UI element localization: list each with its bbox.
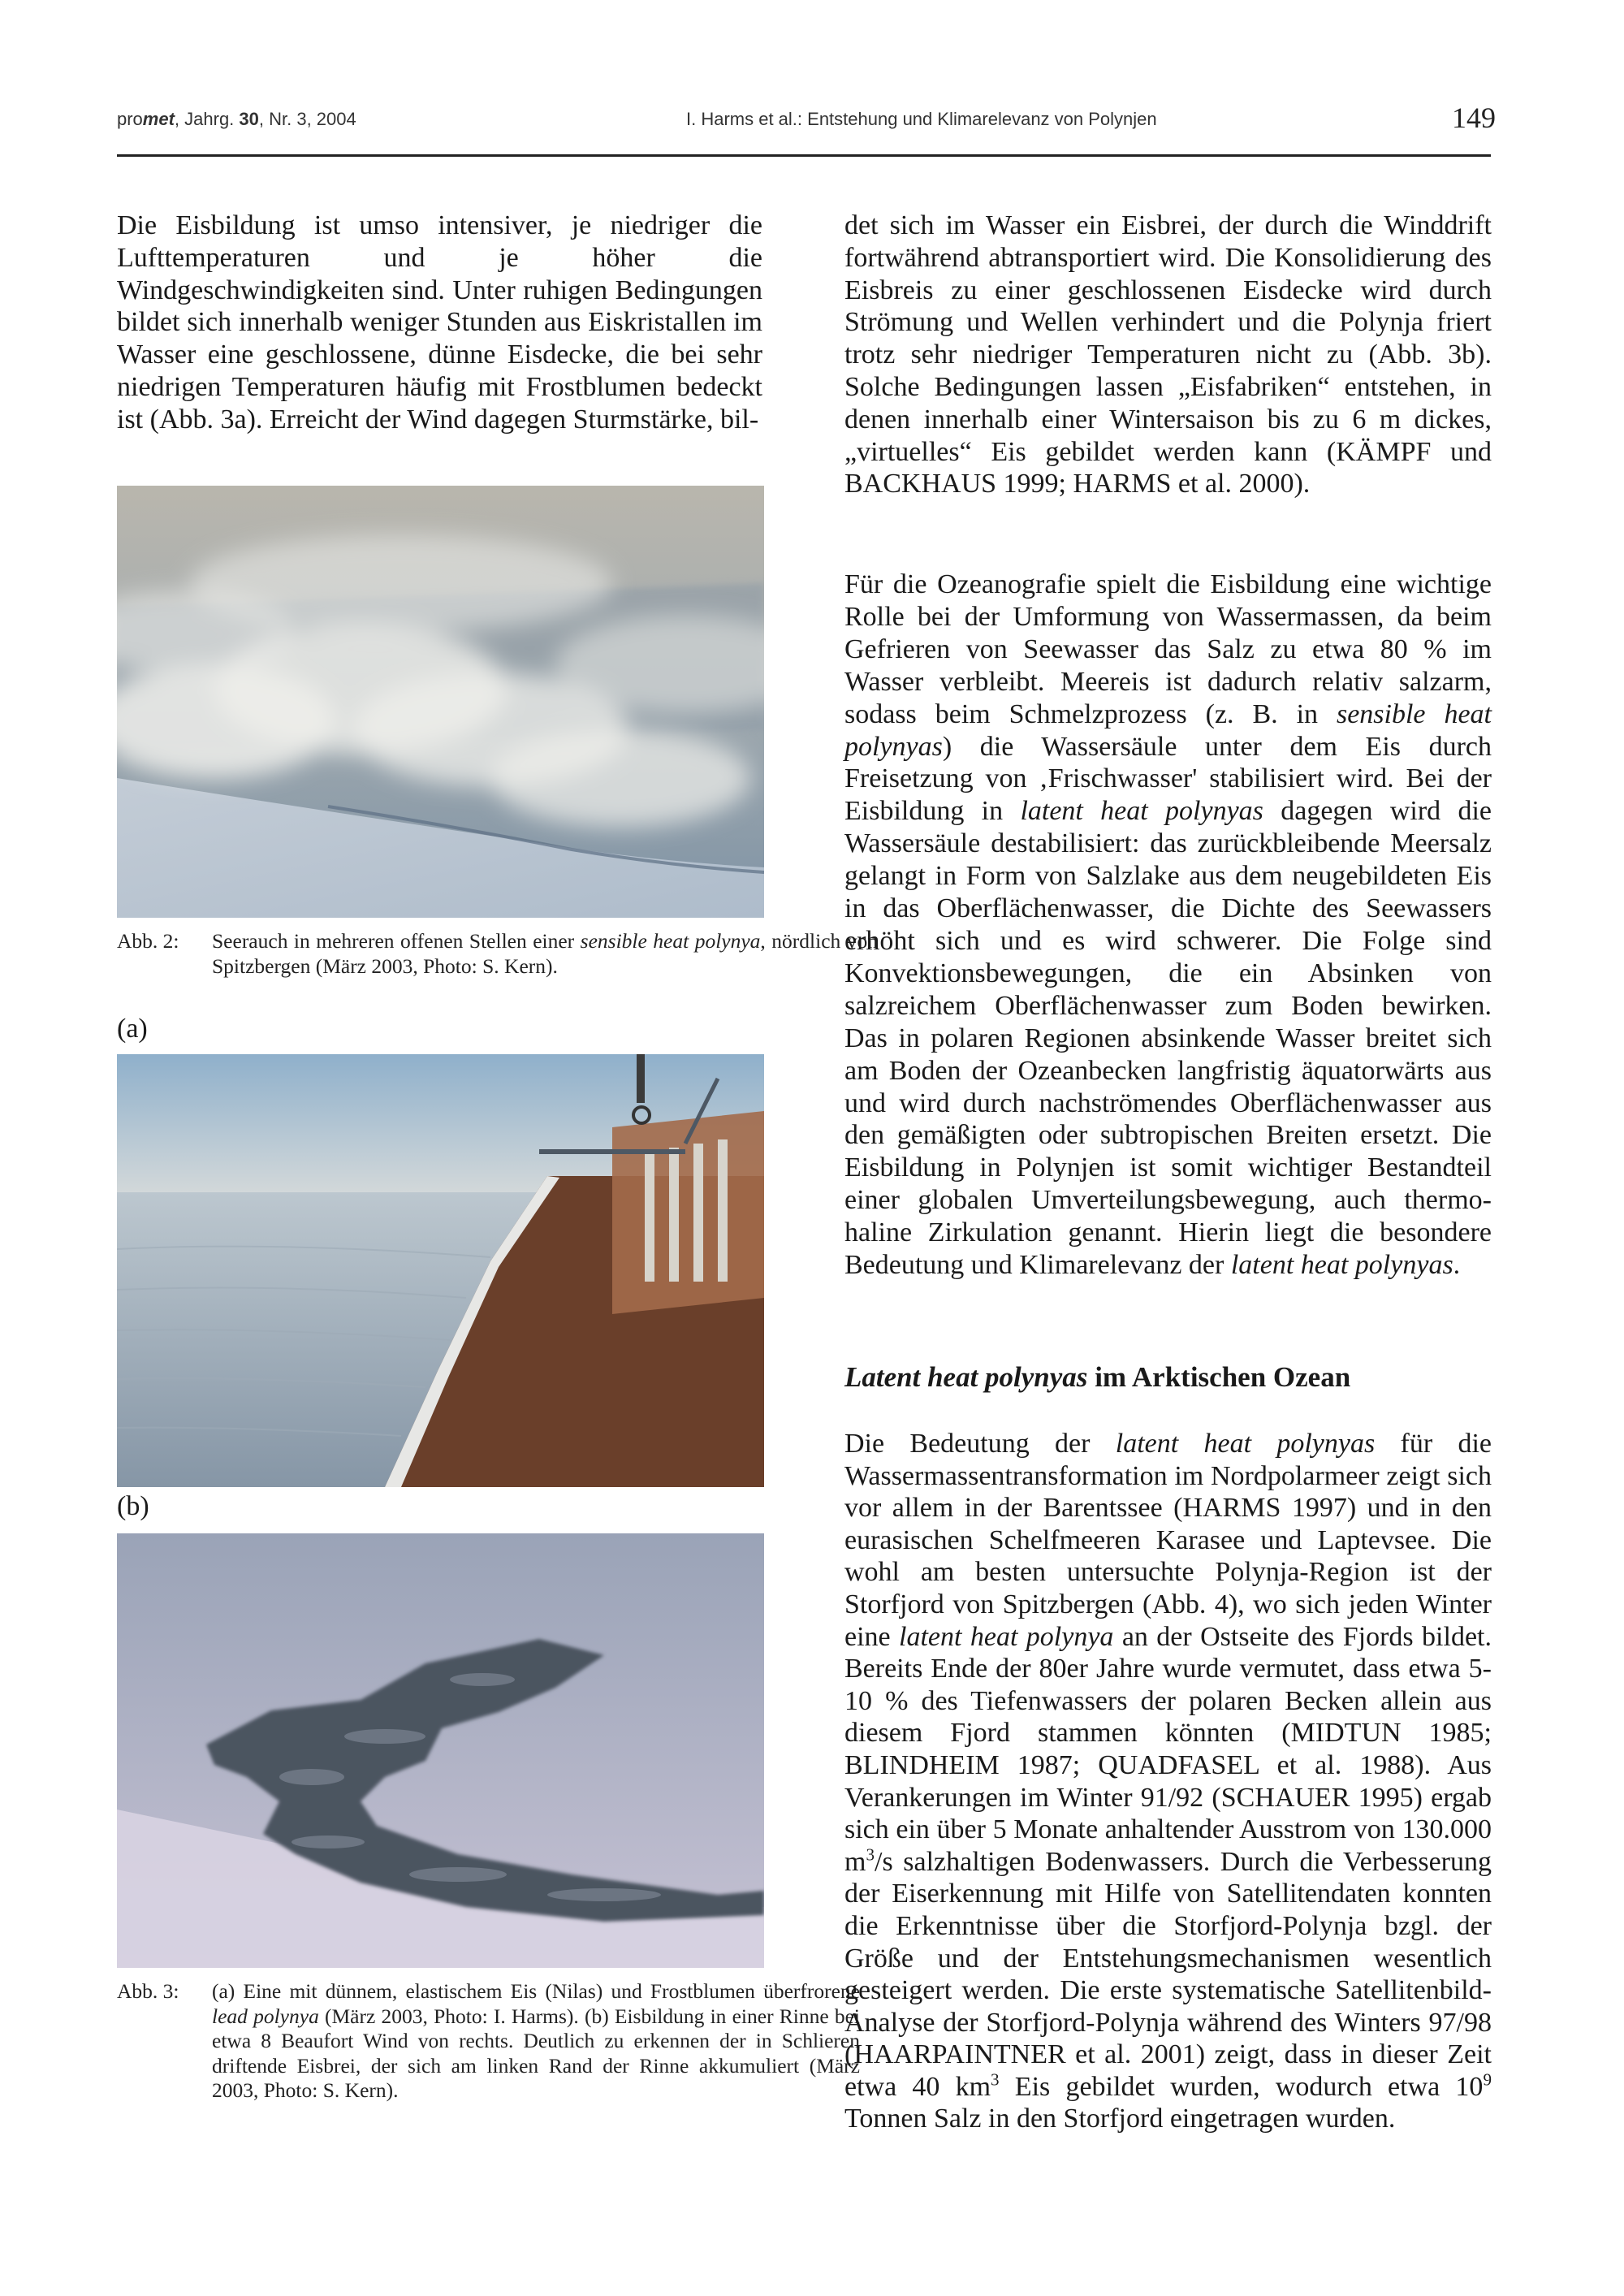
figure-2-caption-text: Seerauch in mehreren offenen Stellen einer sensible heat polynya, nördlich von Spitzbergen (März 2003, Photo: S. Kern). <box>212 929 878 978</box>
figure-2-photo <box>117 486 764 918</box>
journal-name-pre: pro <box>117 109 143 129</box>
figure-3-label: Abb. 3: <box>117 1979 179 2003</box>
figure-3a-label: (a) <box>117 1014 148 1044</box>
right-paragraph-2: Für die Ozeanografie spielt die Eisbildung eine wichtige Rolle bei der Umformung von Wassermassen, da beim Gefrieren von Seewasser das Salz zu etwa 80 % im Wasser verbleibt. Meereis ist dadurch relativ salzarm, sodass beim Schmelzprozess (z. B. in sensible heat polynyas) die Wassersäule unter dem Eis durch Freisetzung von ‚Frischwasser' stabilisiert wird. Bei der Eisbildung in latent heat polynyas dagegen wird die Wassersäule destabilisiert: das zurückbleibende Meersalz gelangt in Form von Salzlake aus dem neugebildeten Eis in das Oberflächenwasser, die Dichte des Seewassers erhöht sich und es wird schwerer. Die Folge sind Konvektionsbewegungen, die ein Absinken von salzreichem Oberflächenwasser zum Boden bewirken. Das in polaren Regionen absinkende Wasser breitet sich am Boden der Ozeanbecken langfristig äquatorwärts aus und wird durch nachströmendes Oberflächenwasser aus den gemäßigten oder subtropischen Breiten ersetzt. Die Eisbildung in Polynjen ist somit wichtiger Bestandteil einer globalen Umverteilungsbewegung, auch thermo-haline Zirkulation genannt. Hierin liegt die besondere Bedeutung und Klimarelevanz der latent heat polynyas. <box>844 569 1492 1281</box>
journal-reference <box>117 109 356 130</box>
figure-3a-photo <box>117 1054 764 1487</box>
journal-issue: , Nr. 3, 2004 <box>258 109 356 129</box>
right-paragraph-3: Die Bedeutung der latent heat polynyas für die Wassermassentransformation im Nordpolarmeer zeigt sich vor allem in der Barentssee (HARMS 1997) und in den eurasischen Schelfmeeren Karasee und Laptevsee. Die wohl am besten untersuchte Polynja-Region ist der Storfjord von Spitzbergen (Abb. 4), wo sich jeden Winter eine latent heat polynya an der Ostseite des Fjords bildet. Bereits Ende der 80er Jahre wurde vermutet, dass etwa 5-10 % des Tiefenwassers der polaren Becken allein aus diesem Fjord stammen könnten (MIDTUN 1985; BLINDHEIM 1987; QUADFASEL et al. 1988). Aus Verankerungen im Winter 91/92 (SCHAUER 1995) ergab sich ein über 5 Monate anhaltender Ausstrom von 130.000 $m^3/s$ salzhaltigen Bodenwassers. Durch die Verbesserung der Eiserkennung mit Hilfe von Satellitendaten konnten die Erkenntnisse über die Storfjord-Polynja bzgl. der Größe und der Entstehungsmechanismen wesentlich gesteigert werden. Die erste systematische Satellitenbild-Analyse der Storfjord-Polynja während des Winters 97/98 (HAARPAINTNER et al. 2001) zeigt, dass in dieser Zeit etwa 40 $km^3$ Eis gebildet wurden, wodurch etwa $10^9$ Tonnen Salz in den Storfjord eingetragen wurden. <box>844 1429 1492 2134</box>
section-heading: Latent heat polynyas im Arktischen Ozean <box>844 1361 1351 1393</box>
journal-volume: 30 <box>239 109 259 129</box>
figure-3b-label: (b) <box>117 1491 149 1521</box>
journal-name-em: met <box>142 109 175 129</box>
page-number: 149 <box>1452 102 1496 134</box>
ship-nilas-image <box>117 1054 764 1487</box>
figure-2-label: Abb. 2: <box>117 929 179 953</box>
figure-2-caption <box>117 929 878 1010</box>
sea-smoke-image <box>117 486 764 918</box>
figure-3b-photo <box>117 1533 764 1968</box>
figure-3-caption <box>117 1979 878 2166</box>
figure-3-caption-text: (a) Eine mit dünnem, elastischem Eis (Nilas) und Frostblumen überfrorene lead polynya (März 2003, Photo: I. Harms). (b) Eisbildung in einer Rinne bei etwa 8 Beaufort Wind von rechts. Deutlich zu erkennen der in Schlieren driftende Eisbrei, der sich am linken Rand der Rinne akkumuliert (März 2003, Photo: S. Kern). <box>212 1979 861 2102</box>
left-paragraph-1: Die Eisbildung ist umso intensiver, je niedriger die Lufttemperaturen und je höher die Windgeschwindigkeiten sind. Unter ruhigen Bedingungen bildet sich innerhalb weniger Stunden aus Eiskristallen im Wasser eine geschlossene, dünne Eisdecke, die bei sehr niedrigen Temperaturen häufig mit Frostblumen bedeckt ist (Abb. 3a). Erreicht der Wind dagegen Sturmstärke, bil- <box>117 210 762 435</box>
lead-polynya-image <box>117 1533 764 1968</box>
right-paragraph-1: det sich im Wasser ein Eisbrei, der durch die Winddrift fortwährend abtransportiert wird. Die Konsolidierung des Eisbreis zu einer geschlossenen Eisdecke wird durch Strömung und Wellen verhindert und die Polynja friert trotz sehr niedriger Temperaturen nicht zu (Abb. 3b). Solche Bedingungen lassen „Eisfabriken“ entstehen, in denen innerhalb einer Wintersaison bis zu 6 m dickes, „virtuelles“ Eis gebildet werden kann (KÄMPF und BACKHAUS 1999; HARMS et al. 2000). <box>844 210 1492 499</box>
journal-year: , Jahrg. <box>174 109 240 129</box>
header-rule <box>117 154 1491 157</box>
article-running-title: I. Harms et al.: Entstehung und Klimarelevanz von Polynjen <box>686 109 1157 129</box>
